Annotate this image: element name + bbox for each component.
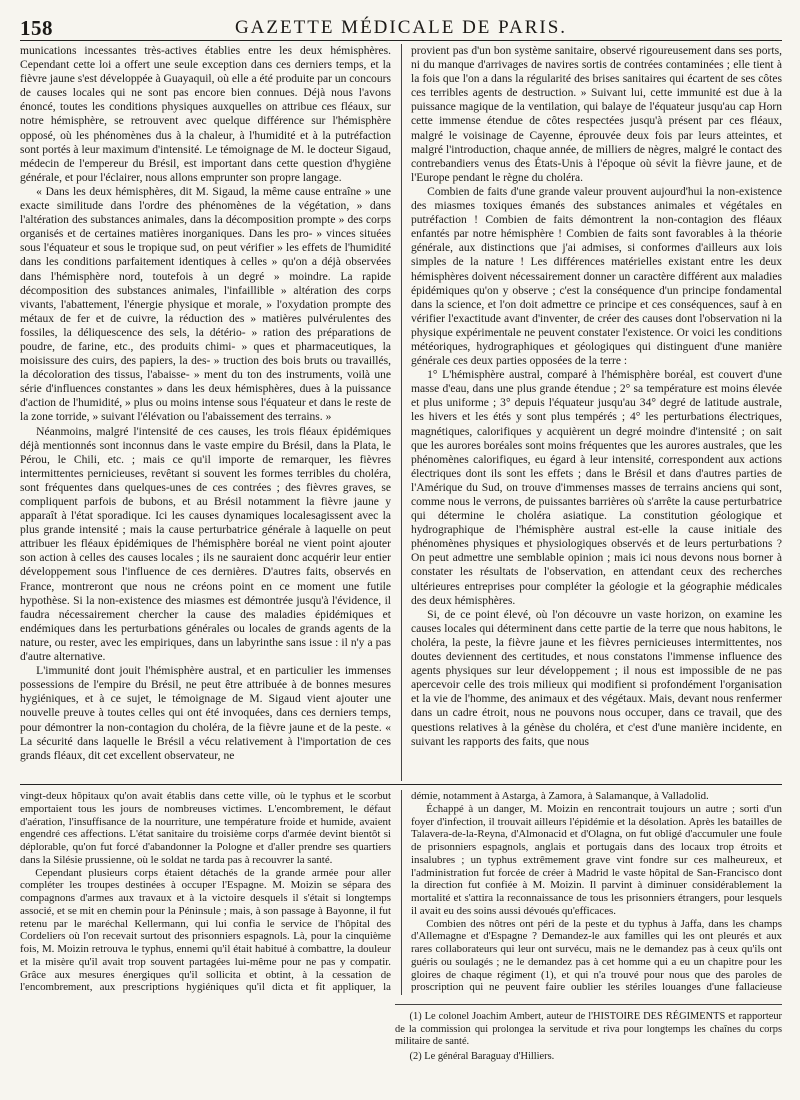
- footnote: (2) Le général Baraguay d'Hilliers.: [409, 1050, 555, 1062]
- column-right-bottom: [411, 790, 782, 995]
- paragraph: Néanmoins, malgré l'intensité de ces causes, les trois fléaux épidémiques déjà mentionnés sont inconnus dans le vaste empire du Brésil, dans la Plata, le Pérou, le Chili, etc. ; mais ce qu'il importe de remarquer, les fièvres intermittentes pernicieuses, revêtant si souvent les formes terribles du choléra, sont fréquentes dans quelques-unes de ces contrées ; des fièvres graves, se compliquent parfois de bubons, et au Brésil notamment la fièvre jaune y apparaît à l'état sporadique. Ici les causes dynamiques localesagissent avec la plus grande intensité ; mais la cause perturbatrice générale à laquelle on peut attribuer les fléaux épidémiques de l'hémisphère boréal ne vient point ajouter son action à celles des causes locales ; ils ne sauraient donc acquérir leur entier développement sous l'influence de ces dernières. D'autres faits, observés en France, montreront que nous ne créons point en ce moment une futile hypothèse. Si la non-existence des miasmes est démontrée jusqu'à l'évidence, il faudra nécessairement chercher la cause des maladies épidémiques et endémiques dans les perturbations générales ou locales de grands agents de la nature, ou rester, avec les empiriques, dans un labyrinthe sans issue : il n'y a pas d'autre alternative.: [20, 425, 391, 664]
- column-divider: [401, 44, 402, 781]
- paragraph: Échappé à un danger, M. Moizin en rencontrait toujours un autre ; sorti d'un foyer d'infection, il trouvait ailleurs l'épidémie et la désolation. Après les batailles de Talavera-de-la-Reyna, d'Almonacid et d'Olagna, on fut obligé d'accumuler une foule de prisonniers espagnols, anglais et portugais dans des locaux trop étroits et insalubres ; un typhus extrêmement grave vint fondre sur ces malheureux, et l'administration fut forcée de créer à Madrid le vaste hôpital de San-Francisco dont la direction fut confiée à M. Moizin. Il parvint à diminuer considérablement la mortalité et s'attira la reconnaissance de tous les prisonniers étrangers, pour lesquels il avait eu des soins aussi dévoués qu'efficaces.: [411, 802, 782, 917]
- paragraph: Si, de ce point élevé, où l'on découvre un vaste horizon, on examine les causes locales qui déterminent dans cette partie de la terre que nous habitons, le choléra, la peste, la fièvre jaune et les fièvres pernicieuses intermittentes, nos doutes deviennent des certitudes, et nous constatons l'immense influence des agents physiques sur leur développement ; il nous est impossible de ne pas apercevoir celle des trois milieux qui modifient si profondément l'organisation et la vie de l'homme, des animaux et des végétaux. Mais, devant nous renfermer dans un cadre étroit, nous ne pouvons nous occuper, dans ce travail, que des questions relatives à la génèse du choléra, et c'est d'une manière incidente, en suivant les rapports des faits, que nous: [411, 608, 782, 748]
- footnote: (1) Le colonel Joachim Ambert, auteur de l'HISTOIRE DES RÉGIMENTS et rapporteur de la commission qui prolongea la servitude et riva pour longtemps les chaînes du corps militaire de santé.: [395, 1011, 782, 1048]
- paragraph: L'immunité dont jouit l'hémisphère austral, et en particulier les immenses possessions de l'empire du Brésil, ne peut être attribuée à de bonnes mesures hygiéniques, et à ce sujet, le témoignage de M. Sigaud vient ajouter une nouvelle preuve à toutes celles qui ont été invoquées, dans ces derniers temps, pour démontrer la non-contagion du choléra, de la fièvre jaune et de la peste. « La sécurité dans laquelle le Brésil a vécu relativement à l'importation de ces grands fléaux, dit cet excellent observateur, ne: [20, 665, 391, 762]
- column-right-top: [411, 44, 782, 781]
- quotation-paragraph: « Dans les deux hémisphères, dit M. Sigaud, la même cause entraîne » une exacte similitude dans l'ordre des phénomènes de la végétation, » dans l'altération des substances animales, dans la décomposition prompte » des corps organisés et de certaines matières inorganiques. Dans les pro- » vinces situées sous l'équateur et sous le tropique sud, on peut vérifier » les effets de l'humidité dans les conditions parfaitement identiques à celles » qu'on a déjà observées dans l'hémisphère nord, toutefois à un degré » moindre. La rapide décomposition des substances animales, l'infaillible » altération des corps vivants, l'abattement, l'énergie physique et morale, » l'oxydation prompte des métaux de fer et de cuivre, la réduction des » matières pulvérulentes des fossiles, la déliquescence des sels, la détério- » ration des préparations de poudre, de farine, etc., des produits chimi- » ques et pharmaceutiques, la moisissure des cuirs, des papiers, la des- » truction des bois bruts ou travaillés, la décoloration des tissus, l'abaisse- » ment du ton des instruments, voilà une série d'influences constantes » dans les deux hémisphères, dues à la puissance d'action de l'humidité, » plus ou moins intense sous l'équateur et dans le reste de la zone torride, » suivant l'élévation ou l'abaissement des terrains. »: [20, 185, 391, 424]
- section-divider: [20, 784, 782, 785]
- paragraph: 1° L'hémisphère austral, comparé à l'hémisphère boréal, est couvert d'une masse d'eau, dans une plus grande étendue ; 2° sa température est moins élevée et plus uniforme ; 3° depuis l'équateur jusqu'au 34° degré de latitude australe, les hivers et les étés y sont plus tempérés ; 4° les perturbations électriques, magnétiques, calorifiques y acquièrent un degré moindre d'intensité ; on sait que les aurores boréales sont moins fréquentes que les aurores australes, que les phénomènes calorifiques, eu égard à leur intensité, correspondent aux actions électriques dont ils sont les effets ; dans le Brésil et dans d'autres parties de l'Amérique du Sud, on trouve d'immenses masses de terrains anciens qui sont, comme nous le verrons, de puissantes barrières où s'arrête la cause perturbatrice qui détermine le choléra asiatique. La constitution géologique et hydrographique de l'hémisphère austral est-elle la cause initiale des phénomènes physiques et physiologiques observés et de leurs perturbations ? On peut admettre une semblable opinion ; mais ici nous devons nous borner à constater les résultats de l'observation, en attendant ceux des recherches ultérieures entreprises pour compléter la géologie et la géographie médicales des deux hémisphères.: [411, 369, 782, 607]
- column-left-bottom: [20, 790, 391, 995]
- paragraph: provient pas d'un bon système sanitaire, observé rigoureusement dans ses ports, ni du manque d'arrivages de navires sortis de contrées contaminées ; elle tient à la fois que l'on a dans la régularité des brises sanitaires qui écartent de ses côtes ces terribles agents de destruction. » Suivant lui, cette immunité est due à la puissance magique de la ventilation, qui balaye de l'équateur jusqu'au cap Horn cette immense étendue de côtes respectées jusqu'à présent par ces fléaux, malgré le voisinage de Cayenne, éprouvée deux fois par leurs atteintes, et malgré l'introduction, chaque année, de milliers de nègres, malgré le contact des contrebandiers venus des États-Unis à l'époque où sévit la fièvre jaune, et de l'Europe pendant le règne du choléra.: [411, 45, 782, 184]
- paragraph: démie, notamment à Astarga, à Zamora, à Salamanque, à Valladolid.: [411, 790, 709, 802]
- upper-article: [20, 44, 782, 781]
- paragraph: vingt-deux hôpitaux qu'on avait établis dans cette ville, où le typhus et le scorbut emportaient tous les jours de nombreuses victimes. L'encombrement, le défaut d'aération, l'insuffisance de la nourriture, une température froide et humide, avaient engendré ces affections. L'état sanitaire du troisième corps d'armée devint bientôt si déplorable, qu'on fut forcé d'abandonner la Pologne et d'aller prendre ses quartiers dans la Silésie prussienne, où le soldat ne tarda pas à recouvrer la santé.: [20, 790, 391, 866]
- journal-title: GAZETTE MÉDICALE DE PARIS.: [234, 17, 568, 38]
- paragraph: Combien des nôtres ont péri de la peste et du typhus à Jaffa, dans les champs d'Allemagne et d'Espagne ? Demandez-le aux familles qui les ont pleurés et aux rares collaborateurs qui leur ont survécu, mais ne le demandez pas à ceux qu'ils ont guéris ou soulagés ; ne le demandez pas à cet homme qui a eu un chapitre pour les gloires de chaque régiment (1), et qui n'a trouvé pour nous que des paroles de proscription qui ne peuvent faire oublier les stériles louanges d'une fallacieuse: [411, 917, 782, 994]
- paragraph: Combien de faits d'une grande valeur prouvent aujourd'hui la non-existence des miasmes toxiques émanés des substances animales et végétales en putréfaction ! Combien de faits démontrent la non-contagion des fléaux enfantés par notre hémisphère ! Combien de faits sont favorables à la théorie générale, aux distinctions que j'ai admises, si conformes d'ailleurs aux lois simples de la nature ! Les différences matérielles existant entre les deux hémisphères doivent nécessairement donner un caractère différent aux maladies épidémiques qu'on y observe ; c'est la conséquence d'un principe fondamental dans la science, et l'on doit admettre ce principe et ces conséquences, sauf à en vérifier l'exactitude avant d'inventer, de créer des causes dont l'observation ni la physique expérimentale ne peuvent constater l'existence. Or voici les conditions météoriques, hydrographiques et géologiques qui distinguent d'une manière générale ces deux parties opposées de la terre :: [411, 185, 782, 368]
- paragraph: munications incessantes très-actives établies entre les deux hémisphères. Cependant cette loi a offert une seule exception dans ces derniers temps, et la fièvre jaune s'est développée à Guayaquil, où elle a été produite par un concours de causes locales qui ne sont pas encore bien connues. Déjà nous l'avons énoncé, toutes les conditions physiques auxquelles on attribue ces fléaux, sur notre hémisphère, se retrouvent avec quelque différence sur l'hémisphère opposé, où les phénomènes dus à la chaleur, à l'humidité et à la putréfaction sont portés à leur maximum d'intensité. Le témoignage de M. le docteur Sigaud, médecin de l'empereur du Brésil, est important dans cette question d'hygiène générale, et pour l'éclairer, nous allons emprunter son propre langage.: [20, 45, 391, 184]
- footnotes: [395, 1004, 782, 1065]
- lower-feuilleton: [20, 790, 782, 995]
- paragraph: Cependant plusieurs corps étaient détachés de la grande armée pour aller compléter les troupes destinées à occuper l'Espagne. M. Moizin se sépara des compagnons d'armes aux travaux et à la victoire desquels il s'était si longtemps associé, et se mit en chemin pour la Péninsule ; mais, à son passage à Bayonne, il fut retenu par le maréchal Kellermann, qui lui confia le service de l'hôpital des Cordeliers où l'on recevait surtout des prisonniers espagnols. Là, pour la cinquième fois, M. Moizin retrouva le typhus, ennemi qu'il était habitué à combattre, la douleur et la misère qu'il avait trop souvent partagées lui-même pour ne pas y compatir. Grâce aux mesures énergiques qu'il sollicita et obtint, à la cessation de l'encombrement, aux prescriptions hygiéniques qu'il dicta et fit appliquer, la: [20, 866, 391, 994]
- column-divider: [401, 790, 402, 995]
- column-left-top: [20, 44, 391, 781]
- page-number: 158: [20, 16, 53, 40]
- page-header: [20, 14, 782, 41]
